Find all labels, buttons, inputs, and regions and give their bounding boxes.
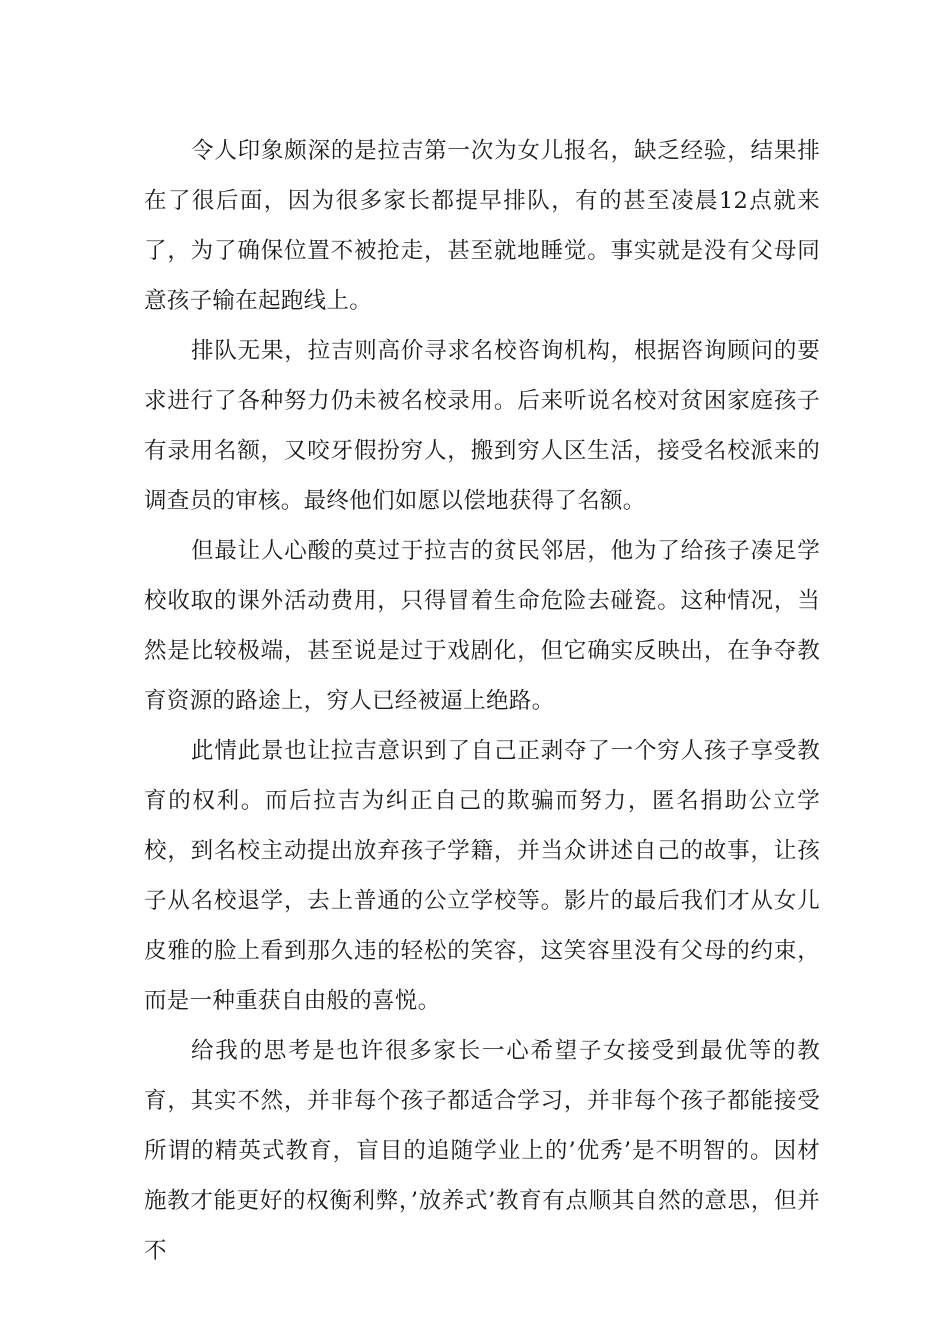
paragraph-4: 此情此景也让拉吉意识到了自己正剥夺了一个穷人孩子享受教育的权利。而后拉吉为纠正自己的欺骗而努力，匿名捐助公立学校，到名校主动提出放弃孩子学籍，并当众讲述自己的故事，让孩子从名校退学，去上普通的公立学校等。影片的最后我们才从女儿皮雅的脸上看到那久违的轻松的笑容，这笑容里没有父母的约束，而是一种重获自由般的喜悦。 (144, 738, 820, 1014)
paragraph-3: 但最让人心酸的莫过于拉吉的贫民邻居，他为了给孩子凑足学校收取的课外活动费用，只得冒着生命危险去碰瓷。这种情况，当然是比较极端，甚至说是过于戏剧化，但它确实反映出，在争夺教育资源的路途上，穷人已经被逼上绝路。 (144, 538, 820, 714)
document-body (144, 126, 820, 1276)
paragraph-1: 令人印象颇深的是拉吉第一次为女儿报名，缺乏经验，结果排在了很后面，因为很多家长都提早排队，有的甚至凌晨12点就来了，为了确保位置不被抢走，甚至就地睡觉。事实就是没有父母同意孩子输在起跑线上。 (144, 138, 820, 314)
paragraph-2: 排队无果，拉吉则高价寻求名校咨询机构，根据咨询顾问的要求进行了各种努力仍未被名校录用。后来听说名校对贫困家庭孩子有录用名额，又咬牙假扮穷人，搬到穷人区生活，接受名校派来的调查员的审核。最终他们如愿以偿地获得了名额。 (144, 338, 820, 514)
paragraph-5: 给我的思考是也许很多家长一心希望子女接受到最优等的教育，其实不然，并非每个孩子都适合学习，并非每个孩子都能接受所谓的精英式教育，盲目的追随学业上的’优秀’是不明智的。因材施教才能更好的权衡利弊，’放养式’教育有点顺其自然的意思，但并不 (144, 1038, 820, 1264)
